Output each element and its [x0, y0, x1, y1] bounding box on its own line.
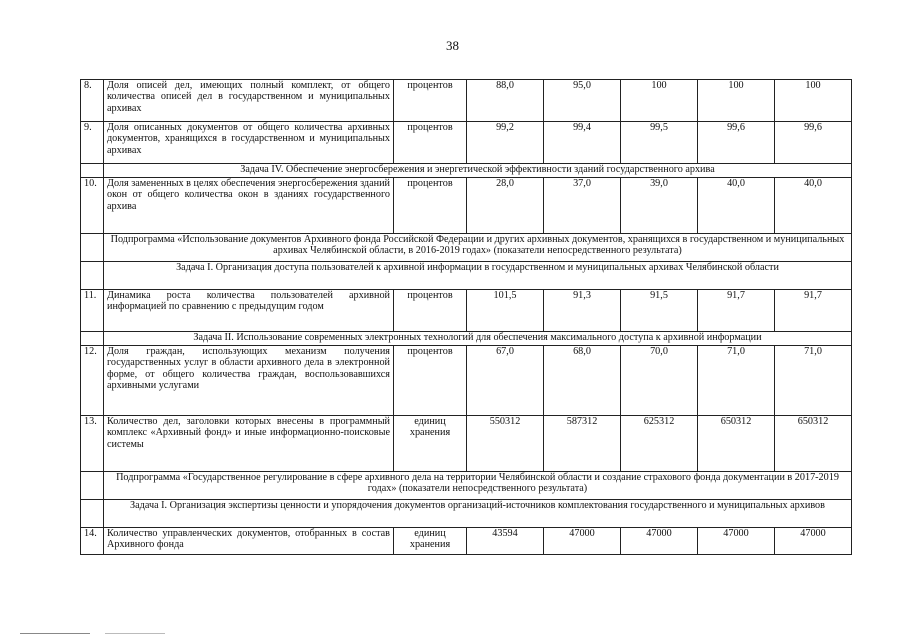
- section-title: Задача I. Организация доступа пользователей к архивной информации в государственном и муниципальных архивах Челябинской области: [104, 262, 852, 290]
- value-cell: 99,2: [467, 122, 544, 164]
- table-row: [81, 416, 852, 472]
- table-row: [81, 290, 852, 332]
- value-cell: 100: [698, 80, 775, 122]
- indicator-name: Доля замененных в целях обеспечения энергосбережения зданий окон от общего количества окон в зданиях государственного архива: [104, 178, 394, 234]
- value-cell: 550312: [467, 416, 544, 472]
- section-row: [81, 472, 852, 500]
- value-cell: 70,0: [621, 346, 698, 416]
- section-num-cell: [81, 164, 104, 178]
- section-row: [81, 500, 852, 528]
- table-row: [81, 178, 852, 234]
- value-cell: 40,0: [775, 178, 852, 234]
- section-num-cell: [81, 472, 104, 500]
- table-row: [81, 346, 852, 416]
- section-num-cell: [81, 262, 104, 290]
- value-cell: 47000: [544, 528, 621, 555]
- row-number: 11.: [81, 290, 104, 332]
- row-number: 10.: [81, 178, 104, 234]
- value-cell: 91,3: [544, 290, 621, 332]
- value-cell: 91,7: [775, 290, 852, 332]
- section-title: Подпрограмма «Государственное регулирование в сфере архивного дела на территории Челябинской области и создание страхового фонда документации в 2017-2019 годах» (показатели непосредственного результата): [104, 472, 852, 500]
- unit-cell: процентов: [394, 80, 467, 122]
- unit-cell: процентов: [394, 122, 467, 164]
- section-title: Подпрограмма «Использование документов Архивного фонда Российской Федерации и других архивных документов, хранящихся в государственном и муниципальных архивах Челябинской области, в 2016-2019 годах» (показатели непосредственного результата): [104, 234, 852, 262]
- unit-cell: единиц хранения: [394, 416, 467, 472]
- value-cell: 625312: [621, 416, 698, 472]
- table-row: [81, 122, 852, 164]
- table-row: [81, 80, 852, 122]
- section-row: [81, 332, 852, 346]
- value-cell: 88,0: [467, 80, 544, 122]
- value-cell: 100: [621, 80, 698, 122]
- value-cell: 47000: [698, 528, 775, 555]
- value-cell: 99,4: [544, 122, 621, 164]
- value-cell: 101,5: [467, 290, 544, 332]
- indicator-name: Доля граждан, использующих механизм получения государственных услуг в области архивного дела в электронной форме, от общего количества граждан, воспользовавшихся архивными услугами: [104, 346, 394, 416]
- value-cell: 99,5: [621, 122, 698, 164]
- indicator-name: Количество дел, заголовки которых внесены в программный комплекс «Архивный фонд» и иные информационно-поисковые системы: [104, 416, 394, 472]
- row-number: 12.: [81, 346, 104, 416]
- section-row: [81, 234, 852, 262]
- unit-cell: процентов: [394, 178, 467, 234]
- value-cell: 91,5: [621, 290, 698, 332]
- value-cell: 71,0: [775, 346, 852, 416]
- value-cell: 68,0: [544, 346, 621, 416]
- value-cell: 587312: [544, 416, 621, 472]
- section-row: [81, 262, 852, 290]
- row-number: 14.: [81, 528, 104, 555]
- section-num-cell: [81, 332, 104, 346]
- section-title: Задача I. Организация экспертизы ценности и упорядочения документов организаций-источников комплектования государственного и муниципальных архивов: [104, 500, 852, 528]
- value-cell: 47000: [775, 528, 852, 555]
- row-number: 13.: [81, 416, 104, 472]
- section-num-cell: [81, 234, 104, 262]
- value-cell: 37,0: [544, 178, 621, 234]
- table-body: [81, 80, 852, 555]
- value-cell: 67,0: [467, 346, 544, 416]
- value-cell: 95,0: [544, 80, 621, 122]
- indicator-name: Доля описей дел, имеющих полный комплект, от общего количества описей дел в государственном и муниципальных архивах: [104, 80, 394, 122]
- indicator-name: Динамика роста количества пользователей архивной информацией по сравнению с предыдущим годом: [104, 290, 394, 332]
- section-row: [81, 164, 852, 178]
- unit-cell: единиц хранения: [394, 528, 467, 555]
- value-cell: 650312: [698, 416, 775, 472]
- indicator-name: Количество управленческих документов, отобранных в состав Архивного фонда: [104, 528, 394, 555]
- table-row: [81, 528, 852, 555]
- value-cell: 71,0: [698, 346, 775, 416]
- value-cell: 28,0: [467, 178, 544, 234]
- value-cell: 99,6: [775, 122, 852, 164]
- value-cell: 650312: [775, 416, 852, 472]
- indicators-table: [80, 79, 852, 555]
- indicator-name: Доля описанных документов от общего количества архивных документов, хранящихся в государственном и муниципальных архивах: [104, 122, 394, 164]
- value-cell: 39,0: [621, 178, 698, 234]
- value-cell: 47000: [621, 528, 698, 555]
- value-cell: 91,7: [698, 290, 775, 332]
- unit-cell: процентов: [394, 290, 467, 332]
- value-cell: 100: [775, 80, 852, 122]
- section-num-cell: [81, 500, 104, 528]
- footer-rule-2: [105, 633, 165, 634]
- value-cell: 99,6: [698, 122, 775, 164]
- value-cell: 40,0: [698, 178, 775, 234]
- footer-rule: [20, 633, 90, 634]
- value-cell: 43594: [467, 528, 544, 555]
- unit-cell: процентов: [394, 346, 467, 416]
- row-number: 9.: [81, 122, 104, 164]
- section-title: Задача II. Использование современных электронных технологий для обеспечения максимального доступа к архивной информации: [104, 332, 852, 346]
- row-number: 8.: [81, 80, 104, 122]
- section-title: Задача IV. Обеспечение энергосбережения и энергетической эффективности зданий государственного архива: [104, 164, 852, 178]
- page-number: 38: [446, 38, 459, 53]
